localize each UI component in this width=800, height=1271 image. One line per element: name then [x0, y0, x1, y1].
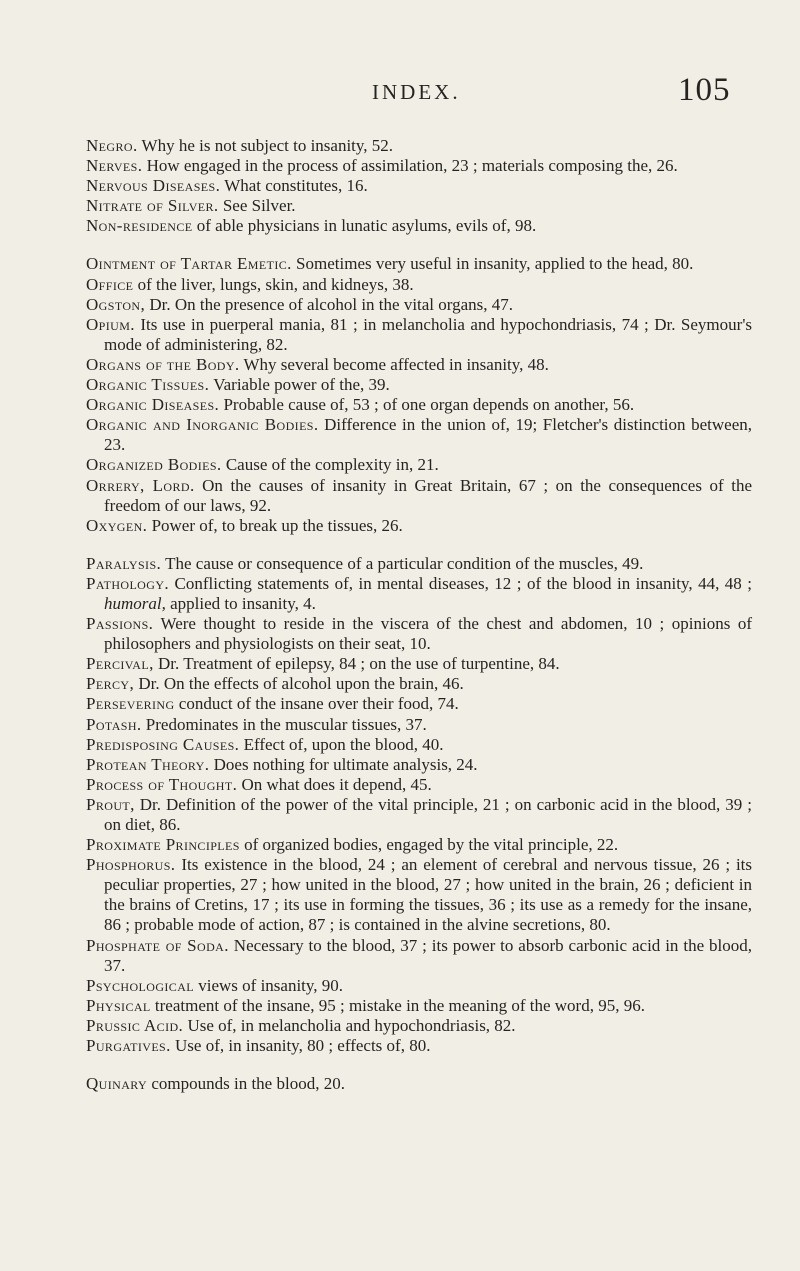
index-entry [86, 516, 752, 536]
index-entry [86, 996, 752, 1016]
entry-text: treatment of the insane, 95 ; mistake in the meaning of the word, 95, 96. [150, 995, 645, 1015]
entry-text: Were thought to reside in the viscera of the chest and abdomen, 10 ; opinions of philosophers and physiologists on their seat, 10. [104, 614, 752, 654]
entry-text: Why several become affected in insanity, 48. [239, 354, 549, 374]
entry-text: Predominates in the muscular tissues, 37. [141, 714, 427, 734]
index-entry [86, 835, 752, 855]
entry-heading: Nitrate of Silver. [86, 196, 219, 216]
index-entry [86, 654, 752, 674]
index-entry [86, 715, 752, 735]
entry-heading: Phosphorus. [86, 855, 176, 875]
entry-heading: Paralysis. [86, 553, 162, 573]
entry-text: Effect of, upon the blood, 40. [239, 734, 444, 754]
entry-text: Dr. Definition of the power of the vital principle, 21 ; on carbonic acid in the blood, 39 ; on diet, 86. [104, 794, 752, 834]
entry-text: Power of, to break up the tissues, 26. [147, 515, 403, 535]
entry-heading: Orrery, Lord. [86, 475, 195, 495]
index-entry [86, 216, 752, 236]
page-number: 105 [678, 72, 731, 108]
entry-heading: Predisposing Causes. [86, 734, 240, 754]
index-entry [86, 275, 752, 295]
entry-heading: Potash. [86, 714, 142, 734]
entry-heading: Negro. [86, 136, 138, 155]
index-section [86, 1074, 752, 1094]
index-entry [86, 355, 752, 375]
entry-text: On the causes of insanity in Great Britain, 67 ; on the consequences of the freedom of our laws, 92. [104, 475, 752, 515]
page-header [0, 72, 800, 112]
entry-heading: Percy, [86, 674, 135, 694]
entry-heading: Oxygen. [86, 515, 148, 535]
entry-text: conduct of the insane over their food, 74. [174, 694, 459, 714]
entry-text: Why he is not subject to insanity, 52. [137, 136, 394, 155]
index-entry [86, 196, 752, 216]
index-entry [86, 976, 752, 996]
entry-heading: Ointment of Tartar Emetic. [86, 254, 292, 274]
index-entry [86, 375, 752, 395]
entry-heading: Organic Diseases. [86, 395, 220, 415]
entry-heading: Proximate Principles [86, 835, 240, 855]
entry-text: Variable power of the, 39. [209, 375, 390, 395]
entry-text: of organized bodies, engaged by the vital principle, 22. [239, 835, 619, 855]
entry-text: views of insanity, 90. [194, 975, 344, 995]
index-entry [86, 614, 752, 654]
entry-heading: Passions. [86, 614, 154, 634]
entry-text: Does nothing for ultimate analysis, 24. [209, 754, 478, 774]
index-entry [86, 176, 752, 196]
index-entry [86, 476, 752, 516]
index-entry [86, 1016, 752, 1036]
entry-heading: Physical [86, 995, 151, 1015]
index-section [86, 136, 752, 236]
entry-heading: Persevering [86, 694, 175, 714]
index-entry [86, 1036, 752, 1056]
entry-text: Conflicting statements of, in mental diseases, 12 ; of the blood in insanity, 44, 48 ; [169, 573, 752, 593]
index-entry [86, 936, 752, 976]
entry-heading: Opium. [86, 314, 135, 334]
entry-heading: Organs of the Body. [86, 354, 240, 374]
entry-heading: Psychological [86, 975, 194, 995]
entry-heading: Pathology. [86, 573, 170, 593]
entry-text: The cause or consequence of a particular condition of the muscles, 49. [161, 553, 644, 573]
entry-text: Necessary to the blood, 37 ; its power to absorb carbonic acid in the blood, 37. [104, 935, 752, 975]
index-entry [86, 574, 752, 614]
index-entry [86, 1074, 752, 1094]
index-entry [86, 855, 752, 935]
entry-text: Its existence in the blood, 24 ; an element of cerebral and nervous tissue, 26 ; its peculiar properties, 27 ; how united in the blood, 27 ; how united in the brain, 26 ; deficient in the brains of Cretins, 17 ; its use in forming the tissues, 36 ; its use as a remedy for the insane, 86 ; probable mode of action, 87 ; is contained in the alvine secretions, 80. [104, 855, 752, 935]
entry-heading: Purgatives. [86, 1036, 171, 1056]
entry-text: Dr. On the presence of alcohol in the vital organs, 47. [145, 294, 514, 314]
index-section [86, 254, 752, 535]
index-entry [86, 694, 752, 714]
entry-text: Sometimes very useful in insanity, applied to the head, 80. [291, 254, 694, 274]
entry-text-continued: applied to insanity, 4. [165, 593, 316, 613]
index-entry [86, 755, 752, 775]
entry-text: On what does it depend, 45. [237, 774, 432, 794]
entry-heading: Process of Thought. [86, 774, 238, 794]
entry-text: See Silver. [218, 196, 296, 216]
index-entry [86, 315, 752, 355]
entry-italic-term: humoral, [104, 593, 166, 613]
entry-heading: Non-residence [86, 216, 193, 236]
index-entry [86, 674, 752, 694]
entry-heading: Prout, [86, 794, 135, 814]
index-entry [86, 415, 752, 455]
index-entry [86, 554, 752, 574]
entry-text: How engaged in the process of assimilation, 23 ; materials composing the, 26. [142, 156, 678, 176]
index-entry [86, 295, 752, 315]
running-title: INDEX. [372, 80, 461, 104]
entry-text: Use of, in insanity, 80 ; effects of, 80. [170, 1036, 431, 1056]
entry-heading: Organic Tissues. [86, 375, 210, 395]
index-body [86, 136, 752, 1094]
entry-heading: Ogston, [86, 294, 146, 314]
entry-text: Use of, in melancholia and hypochondriasis, 82. [183, 1015, 516, 1035]
entry-heading: Quinary [86, 1074, 148, 1094]
entry-heading: Nerves. [86, 156, 143, 176]
entry-text: What constitutes, 16. [220, 176, 368, 196]
entry-text: Difference in the union of, 19; Fletcher's distinction between, 23. [104, 415, 752, 455]
entry-heading: Protean Theory. [86, 754, 210, 774]
index-entry [86, 136, 752, 156]
entry-text: of able physicians in lunatic asylums, evils of, 98. [192, 216, 537, 236]
index-entry [86, 254, 752, 274]
entry-heading: Phosphate of Soda. [86, 935, 229, 955]
entry-heading: Organized Bodies. [86, 455, 222, 475]
index-section [86, 554, 752, 1056]
index-entry [86, 156, 752, 176]
index-entry [86, 455, 752, 475]
index-entry [86, 795, 752, 835]
entry-heading: Nervous Diseases. [86, 176, 221, 196]
index-entry [86, 735, 752, 755]
entry-text: compounds in the blood, 20. [147, 1074, 345, 1094]
entry-text: Cause of the complexity in, 21. [221, 455, 439, 475]
index-entry [86, 775, 752, 795]
entry-text: Probable cause of, 53 ; of one organ depends on another, 56. [219, 395, 635, 415]
entry-text: Dr. Treatment of epilepsy, 84 ; on the use of turpentine, 84. [153, 654, 560, 674]
entry-heading: Office [86, 274, 134, 294]
entry-heading: Prussic Acid. [86, 1015, 184, 1035]
entry-text: Dr. On the effects of alcohol upon the brain, 46. [134, 674, 464, 694]
entry-heading: Organic and Inorganic Bodies. [86, 415, 319, 435]
entry-text: Its use in puerperal mania, 81 ; in melancholia and hypochondriasis, 74 ; Dr. Seymour's mode of administering, 82. [104, 314, 752, 354]
index-entry [86, 395, 752, 415]
entry-heading: Percival, [86, 654, 154, 674]
entry-text: of the liver, lungs, skin, and kidneys, 38. [133, 274, 414, 294]
